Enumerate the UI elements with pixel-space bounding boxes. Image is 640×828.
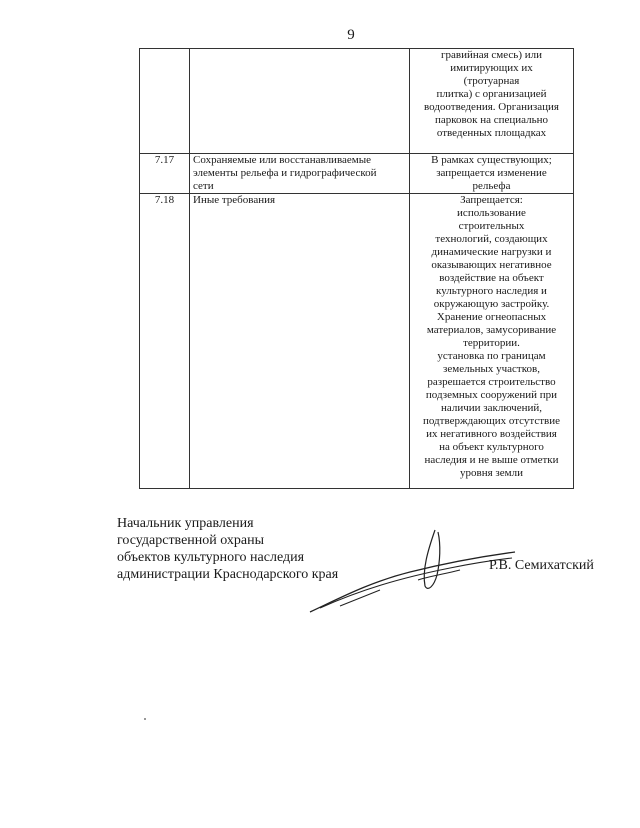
value-line: парковок на специально [434,114,549,126]
requirement-line: Сохраняемые или восстанавливаемые [193,154,371,166]
table-row [140,154,574,194]
value-line: Запрещается: [460,194,523,206]
requirement-line: сети [193,180,214,192]
value-line: окружающую застройку. [433,298,550,310]
value-line: технологий, создающих [435,233,548,245]
signatory-title-line: Начальник управления [117,516,254,531]
value-line: В рамках существующих; [431,154,552,166]
page-number: 9 [347,27,355,43]
value-line: строительных [458,220,525,232]
requirements-table [139,48,574,489]
value-line: Хранение огнеопасных [436,311,547,323]
requirement-line: Иные требования [193,194,276,206]
scan-speck [144,718,146,720]
value-line: рельефа [472,180,511,192]
value-line: оказывающих негативное [431,259,552,271]
value-line: воздействие на объект [439,272,544,284]
value-line: их негативного воздействия [426,428,557,440]
value-line: отведенных площадках [436,127,547,139]
value-line: наследия и не выше отметки [424,454,559,466]
value-line: уровня земли [460,467,523,479]
value-line: использование [457,207,526,219]
value-line: территории. [463,337,520,349]
value-line: на объект культурного [439,441,544,453]
value-line: подтверждающих отсутствие [422,415,561,427]
requirement-cell [190,49,410,154]
requirement-line: элементы рельефа и гидрографической [193,167,377,179]
handwritten-signature [300,520,520,620]
value-line: плитка) с организацией [436,88,547,100]
value-cell [410,194,574,489]
item-number-cell: 7.18 [140,194,190,489]
signatory-title-line: государственной охраны [117,533,265,548]
table-row [140,49,574,154]
value-line: культурного наследия и [436,285,547,297]
signatory-name: Р.В. Семихатский [489,558,594,573]
signatory-title-line: администрации Краснодарского края [117,567,339,582]
value-line: имитирующих их [450,62,533,74]
value-line: гравийная смесь) или [440,49,542,61]
value-line: наличии заключений, [441,402,542,414]
signatory-title-line: объектов культурного наследия [117,550,305,565]
value-line: земельных участков, [443,363,540,375]
value-cell [410,49,574,154]
item-number-cell: 7.17 [140,154,190,194]
value-line: (тротуарная [463,75,520,87]
item-number-cell [140,49,190,154]
value-cell [410,154,574,194]
table-row [140,194,574,489]
value-line: водоотведения. Организация [424,101,559,113]
value-line: материалов, замусоривание [426,324,557,336]
value-line: динамические нагрузки и [431,246,552,258]
value-line: установка по границам [437,350,546,362]
requirement-cell [190,154,410,194]
value-line: подземных сооружений при [425,389,558,401]
value-line: разрешается строительство [427,376,556,388]
requirement-cell [190,194,410,489]
value-line: запрещается изменение [436,167,547,179]
